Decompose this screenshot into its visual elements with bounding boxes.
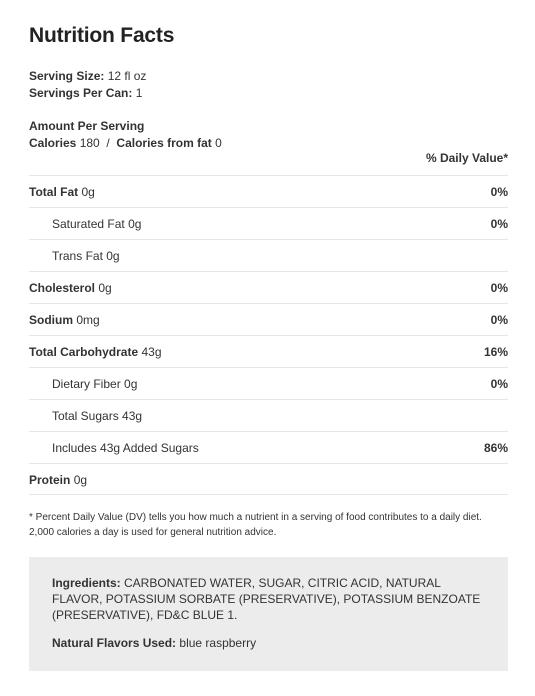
fat-calories-value: 0 — [215, 136, 222, 150]
servings-per-can-label: Servings Per Can: — [29, 86, 133, 100]
nutrient-row-dietary-fiber — [29, 367, 508, 399]
nutrient-row-sodium — [29, 303, 508, 335]
nutrient-label: Protein — [29, 473, 71, 487]
nutrient-row-protein — [29, 463, 508, 495]
nutrient-label: Total Sugars — [52, 409, 119, 423]
nutrient-row-total-fat — [29, 175, 508, 207]
ingredients-line — [52, 575, 484, 623]
nutrient-dv: 0% — [490, 313, 508, 327]
fat-calories-label: Calories from fat — [116, 136, 212, 150]
nutrient-row-total-carbohydrate — [29, 335, 508, 367]
nutrient-amount: 0g — [98, 281, 112, 295]
nutrient-label: Sodium — [29, 313, 73, 327]
nutrient-label: Total Fat — [29, 185, 79, 199]
nutrient-row-added-sugars — [29, 431, 508, 463]
natural-flavors-line — [52, 635, 484, 651]
footnote-line-1: * Percent Daily Value (DV) tells you how much a nutrient in a serving of food contributes to a daily diet. — [29, 512, 482, 523]
nutrient-amount: 43g — [141, 345, 162, 359]
nutrient-label: Includes 43g Added Sugars — [52, 441, 199, 455]
nutrient-dv: 16% — [483, 345, 508, 359]
nutrient-dv: 0% — [490, 185, 508, 199]
nutrient-amount: 43g — [122, 409, 143, 423]
daily-value-header: % Daily Value* — [425, 151, 508, 165]
nutrient-dv: 0% — [490, 281, 508, 295]
ingredients-text: CARBONATED WATER, SUGAR, CITRIC ACID, NATURAL FLAVOR, POTASSIUM SORBATE (PRESERVATIVE), POTASSIUM BENZOATE (PRESERVATIVE), FD&C BLUE 1. — [52, 576, 481, 622]
amount-per-serving-heading: Amount Per Serving — [29, 119, 145, 133]
natural-flavors-label: Natural Flavors Used: — [52, 636, 177, 650]
nutrient-label: Trans Fat — [52, 249, 103, 263]
serving-size — [29, 69, 146, 84]
nutrient-amount: 0g — [81, 185, 95, 199]
page-title: Nutrition Facts — [29, 24, 175, 47]
nutrient-dv: 86% — [483, 441, 508, 455]
natural-flavors-value: blue raspberry — [179, 636, 257, 650]
nutrient-amount: 0g — [73, 473, 88, 487]
ingredients-label: Ingredients: — [52, 576, 121, 590]
calories-separator: / — [106, 136, 110, 150]
nutrient-label: Saturated Fat — [52, 217, 125, 231]
servings-per-can-value: 1 — [135, 86, 143, 100]
footnote-line-2: 2,000 calories a day is used for general nutrition advice. — [29, 527, 277, 538]
nutrient-label: Cholesterol — [29, 281, 96, 295]
nutrient-amount: 0mg — [76, 313, 100, 327]
ingredients-box — [29, 557, 508, 671]
nutrient-dv: 0% — [490, 217, 508, 231]
calories-value: 180 — [79, 136, 100, 150]
nutrient-row-cholesterol — [29, 271, 508, 303]
nutrient-amount: 0g — [128, 217, 142, 231]
serving-size-value: 12 fl oz — [107, 69, 147, 83]
servings-per-can — [29, 86, 142, 101]
calories-line — [29, 136, 222, 151]
serving-size-label: Serving Size: — [29, 69, 105, 83]
nutrient-row-trans-fat — [29, 239, 508, 271]
nutrient-row-saturated-fat — [29, 207, 508, 239]
nutrient-amount: 0g — [124, 377, 138, 391]
daily-value-footnote — [29, 510, 509, 540]
calories-label: Calories — [29, 136, 77, 150]
nutrient-table — [29, 175, 508, 495]
nutrient-amount: 0g — [106, 249, 120, 263]
nutrient-label: Dietary Fiber — [52, 377, 121, 391]
nutrient-dv: 0% — [490, 377, 508, 391]
nutrient-row-total-sugars — [29, 399, 508, 431]
nutrient-label: Total Carbohydrate — [29, 345, 139, 359]
